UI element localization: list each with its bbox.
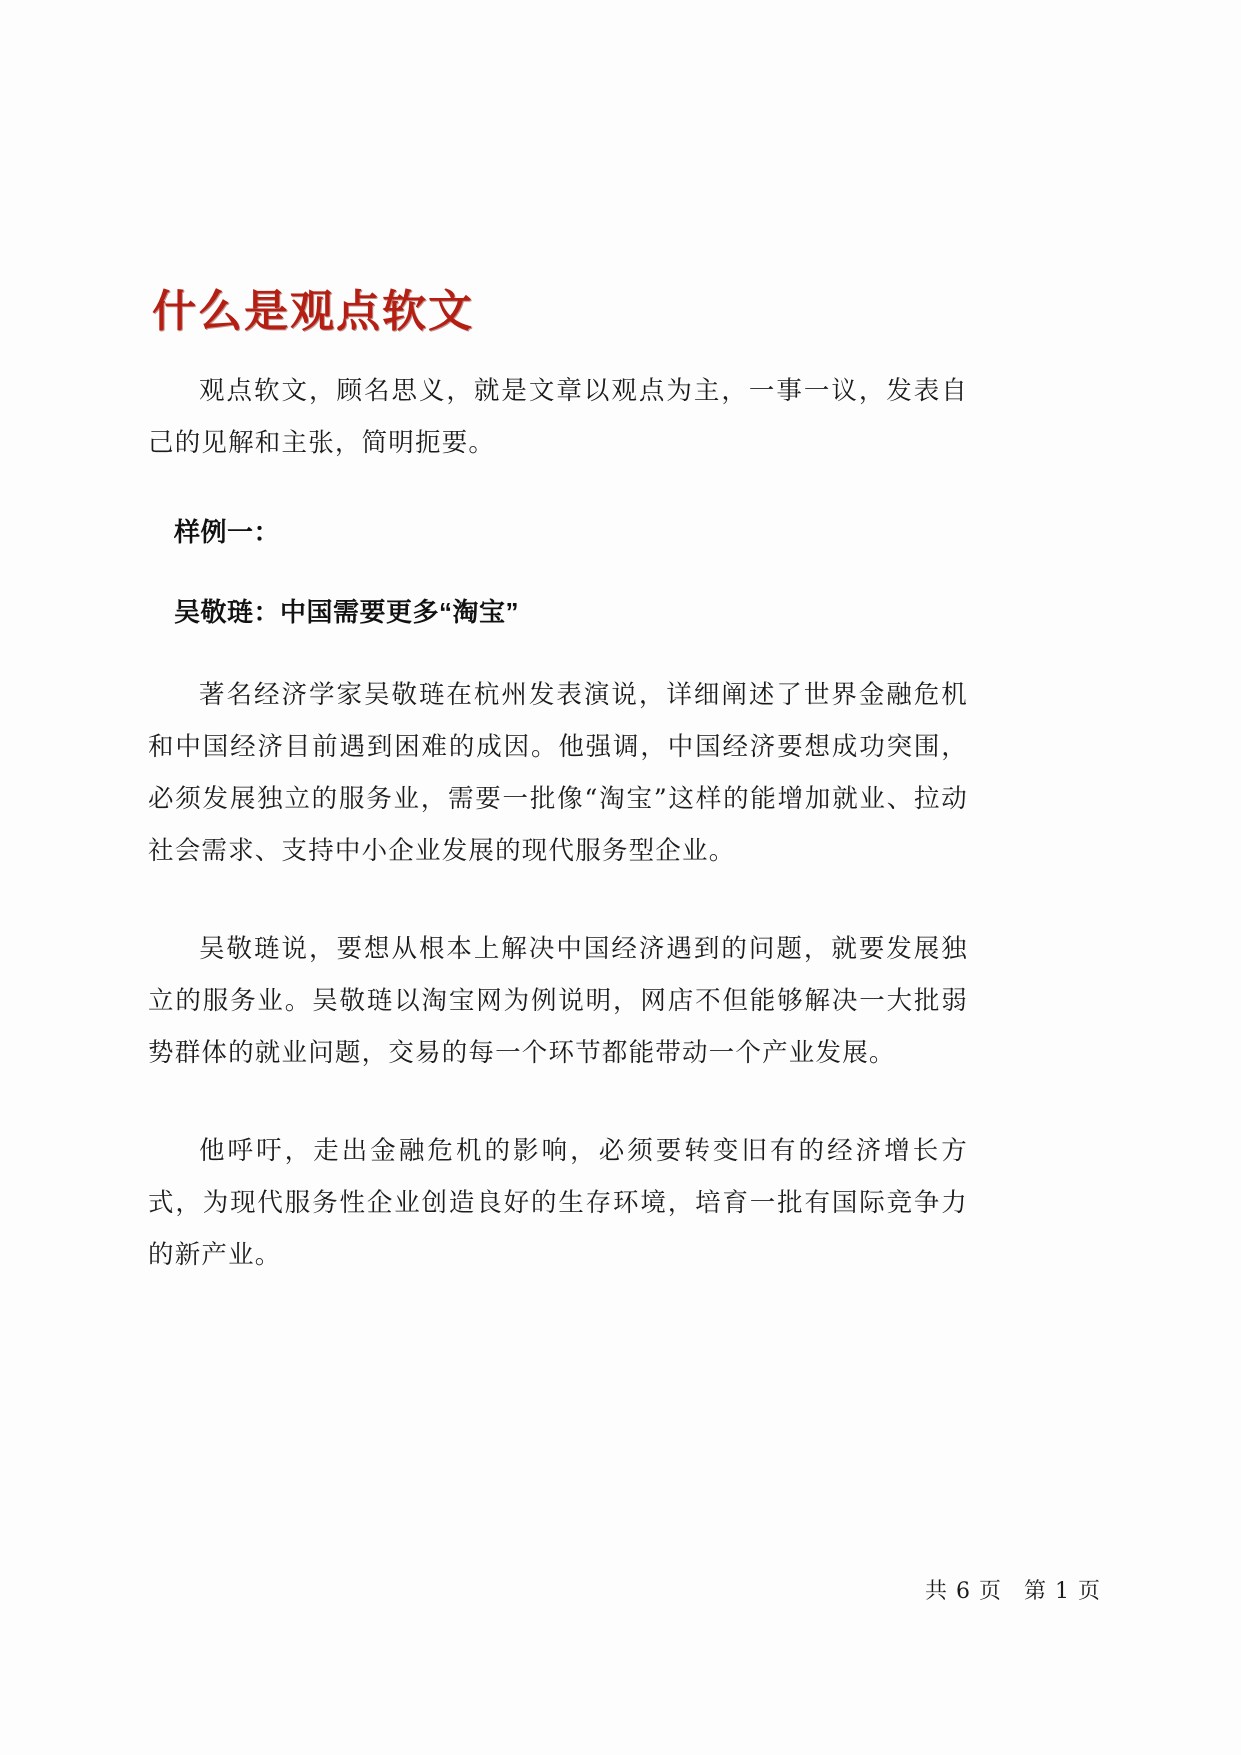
total-pages-label: 共 6 页 [925,1579,1003,1604]
paragraph-body-3: 他呼吁，走出金融危机的影响，必须要转变旧有的经济增长方式，为现代服务性企业创造良好的生存环境，培育一批有国际竞争力的新产业。 [148,1136,968,1270]
spacer [148,635,968,669]
spacer [148,877,968,923]
paragraph-intro: 观点软文，顾名思义，就是文章以观点为主，一事一议，发表自己的见解和主张，简明扼要。 [148,376,968,458]
page-footer [925,1574,1101,1605]
document-body [148,365,968,1281]
paragraph-body-1: 著名经济学家吴敬琏在杭州发表演说，详细阐述了世界金融危机和中国经济目前遇到困难的成因。他强调，中国经济要想成功突围，必须发展独立的服务业，需要一批像“淘宝”这样的能增加就业、拉动社会需求、支持中小企业发展的现代服务型企业。 [148,680,968,866]
spacer [148,469,968,509]
spacer [148,555,968,589]
sample-label-heading: 样例一： [174,517,281,547]
current-page-label: 第 1 页 [1024,1579,1101,1604]
spacer [148,1079,968,1125]
paragraph-body-2: 吴敬琏说，要想从根本上解决中国经济遇到的问题，就要发展独立的服务业。吴敬琏以淘宝网为例说明，网店不但能够解决一大批弱势群体的就业问题，交易的每一个环节都能带动一个产业发展。 [148,934,968,1068]
sample-title-heading: 吴敬琏：中国需要更多“淘宝” [174,597,520,627]
page-title: 什么是观点软文 [152,286,474,338]
